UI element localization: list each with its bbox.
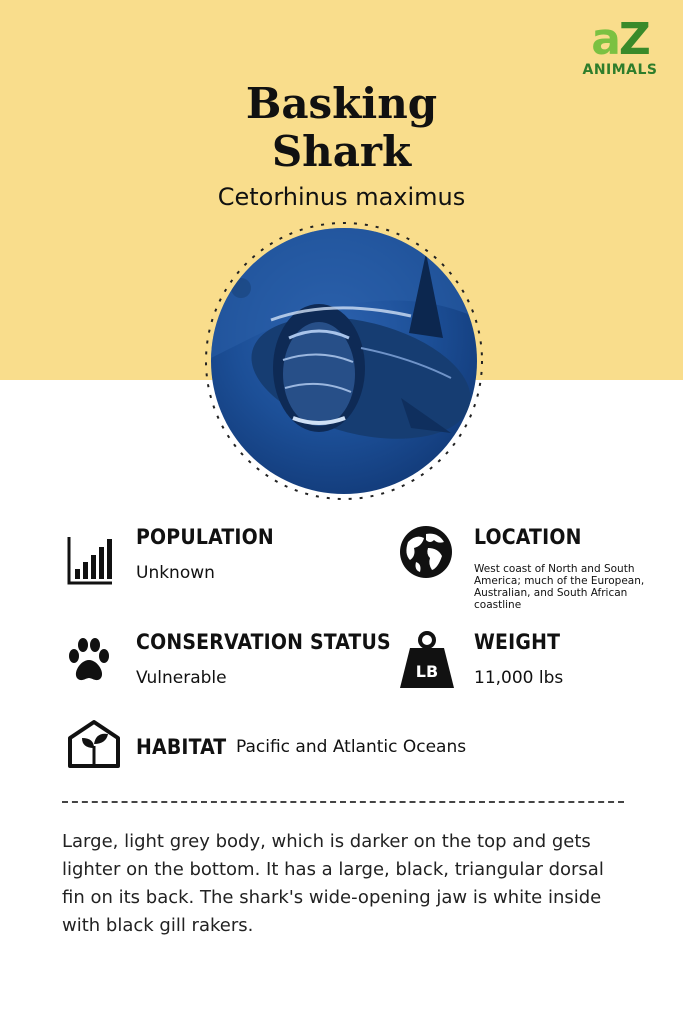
location-value: West coast of North and South America; much of the European, Australian, and South African coastline — [474, 563, 645, 611]
conservation-label: CONSERVATION STATUS — [136, 630, 391, 654]
population-label: POPULATION — [136, 525, 274, 549]
population-value: Unknown — [136, 563, 215, 583]
bar-chart-icon — [66, 535, 114, 587]
weight-icon-text: LB — [415, 662, 439, 681]
dashed-divider — [62, 801, 624, 803]
globe-icon — [398, 524, 454, 580]
scientific-name: Cetorhinus maximus — [217, 183, 466, 211]
conservation-value: Vulnerable — [136, 668, 227, 688]
description-text: Large, light grey body, which is darker on the top and gets lighter on the bottom. It has a large, black, triangular dorsal fin on its back. The shark's wide-opening jaw is white inside with black gill rakers. — [62, 831, 604, 936]
habitat-label: HABITAT — [136, 735, 227, 759]
paw-icon — [64, 636, 114, 686]
title-line-1: Basking — [245, 79, 438, 128]
weight-label: WEIGHT — [474, 630, 561, 654]
habitat-value: Pacific and Atlantic Oceans — [236, 737, 467, 757]
page-title — [0, 80, 683, 176]
weight-icon — [398, 630, 456, 690]
title-line-2: Shark — [271, 127, 412, 176]
az-animals-logo[interactable]: aZ ANIMALS — [582, 14, 658, 78]
shark-photo — [211, 228, 477, 494]
location-label: LOCATION — [474, 525, 582, 549]
house-plant-icon — [66, 718, 122, 770]
weight-value: 11,000 lbs — [474, 668, 564, 688]
